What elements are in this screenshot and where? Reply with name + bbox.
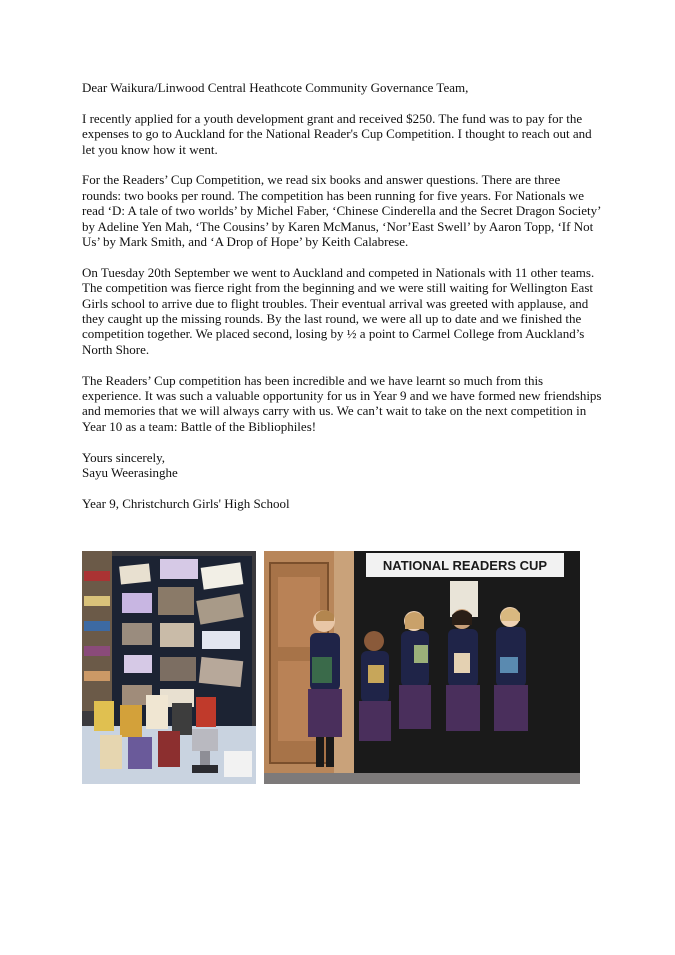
letter-paragraph-2: For the Readers’ Cup Competition, we read six books and answer questions. There are three rounds: two books per round. The competition has been running for five years. For Nationals we read ‘D: A tale of two worlds’ by Michel Faber, ‘Chinese Cinderella and the Secret Dragon Society’ by Adeline Yen Mah, ‘The Cousins’ by Karen McManus, ‘Nor’East Swell’ by Aaron Topp, ‘If Not Us’ by Mark Smith, and ‘A Drop of Hope’ by Keith Calabrese. xyxy=(82,172,601,250)
letter-closing: Yours sincerely, xyxy=(82,449,166,465)
letter-signatory: Sayu Weerasinghe xyxy=(82,465,178,481)
letter-salutation: Dear Waikura/Linwood Central Heathcote Community Governance Team, xyxy=(82,80,469,95)
letter-paragraph-4: The Readers’ Cup competition has been incredible and we have learnt so much from this experience. It was such a valuable opportunity for us in Year 9 and we have formed new friendships and memories that we will always carry with us. We can’t wait to take on the next competition in Year 10 as a team: Battle of the Bibliophiles! xyxy=(82,372,602,434)
banner-text: NATIONAL READERS CUP xyxy=(382,558,548,573)
display-board-photo xyxy=(82,551,256,784)
letter-paragraph-1: I recently applied for a youth development grant and received $250. The fund was to pay for the expenses to go to Auckland for the National Reader's Cup Competition. I thought to reach out and let you know how it went. xyxy=(82,110,592,157)
letter-paragraph-3: On Tuesday 20th September we went to Auckland and competed in Nationals with 11 other teams. The competition was fierce right from the beginning and we were still waiting for Wellington East Girls school to arrive due to flight troubles. Their eventual arrival was greeted with applause, and they caught up the missing rounds. By the last round, we were all up to date and we finished the competition together. We placed second, losing by ½ a point to Carmel College from Auckland’s North Shore. xyxy=(82,264,595,357)
team-photo xyxy=(264,551,580,784)
letter-affiliation: Year 9, Christchurch Girls' High School xyxy=(82,495,290,511)
display-board-illustration xyxy=(82,551,256,784)
team-illustration xyxy=(264,551,580,784)
letter-body xyxy=(82,80,602,527)
